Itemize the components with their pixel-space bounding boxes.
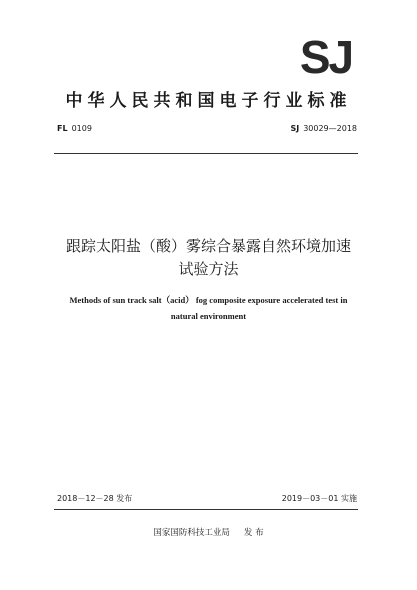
standard-title: 中华人民共和国电子行业标准 — [65, 91, 352, 111]
publisher-name: 国家国防科技工业局 — [153, 528, 230, 538]
standard-number-value: 30029—2018 — [303, 124, 357, 133]
sj-logo — [293, 36, 359, 76]
standard-number — [290, 124, 357, 133]
publish-action: 发 布 — [243, 528, 264, 538]
classification-number: 0109 — [71, 124, 92, 133]
classification-code — [57, 124, 92, 133]
title-cn-line-1: 跟踪太阳盐（酸）雾综合暴露自然环境加速 — [65, 237, 351, 255]
top-divider — [54, 153, 358, 154]
sj-logo-text: SJ — [299, 36, 353, 76]
standard-prefix: SJ — [290, 124, 300, 133]
title-cn-line-2: 试验方法 — [178, 260, 239, 278]
implementation-date: 2019－03－01 实施 — [281, 494, 357, 503]
title-en-line-2: natural environment — [170, 311, 247, 321]
publisher-line — [0, 526, 417, 538]
document-title-chinese — [0, 235, 417, 281]
document-title-english — [34, 292, 383, 324]
bottom-divider — [54, 509, 358, 510]
classification-label: FL — [57, 124, 68, 133]
title-en-line-1: Methods of sun track salt（acid） fog composite exposure accelerated test in — [69, 295, 348, 305]
issue-date: 2018－12－28 发布 — [57, 494, 133, 503]
